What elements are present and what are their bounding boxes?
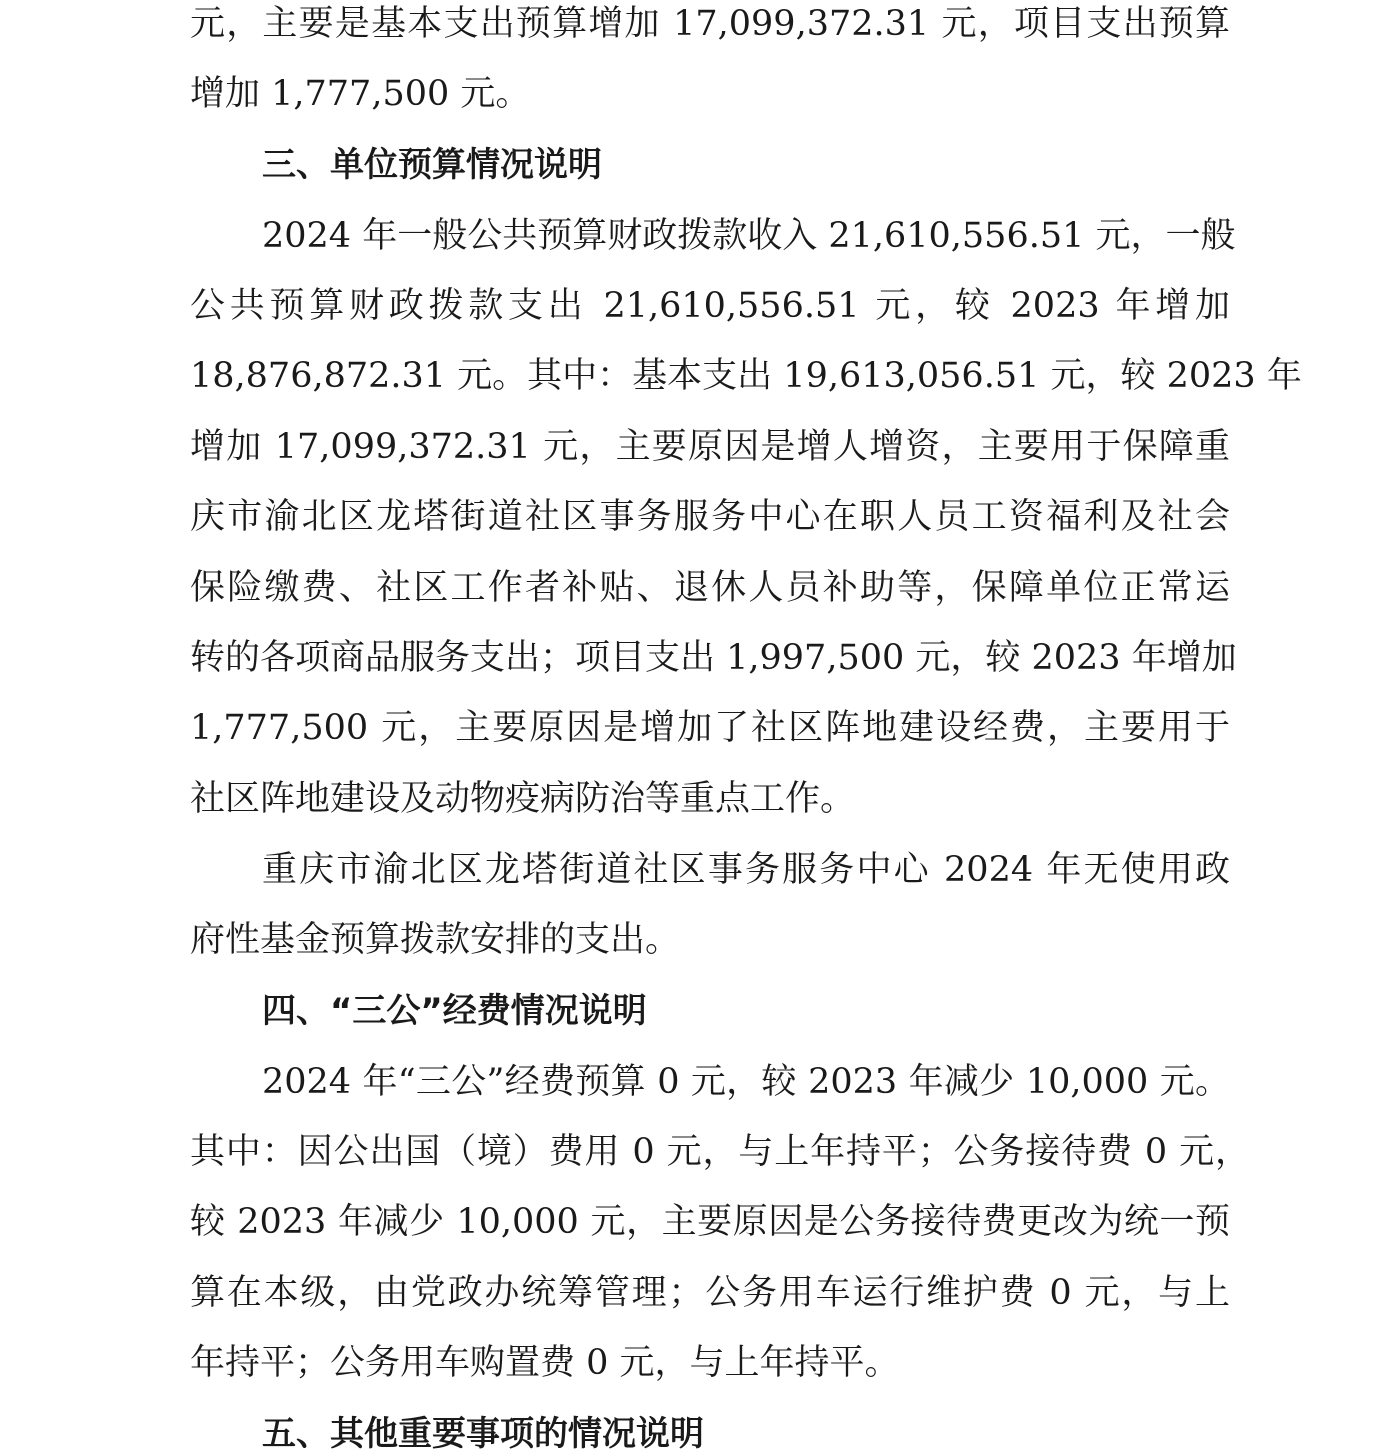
text-line: 庆市渝北区龙塔街道社区事务服务中心在职人员工资福利及社会 xyxy=(190,497,1230,537)
text-line: 增加 17,099,372.31 元，主要原因是增人增资，主要用于保障重 xyxy=(190,427,1230,467)
section-heading: 四、“三公”经费情况说明 xyxy=(262,991,647,1031)
text-line: 保险缴费、社区工作者补贴、退休人员补助等，保障单位正常运 xyxy=(190,568,1230,608)
section-heading: 三、单位预算情况说明 xyxy=(262,145,602,185)
text-line: 府性基金预算拨款安排的支出。 xyxy=(190,920,681,960)
text-line: 算在本级，由党政办统筹管理；公务用车运行维护费 0 元，与上 xyxy=(190,1273,1230,1313)
text-line: 1,777,500 元，主要原因是增加了社区阵地建设经费，主要用于 xyxy=(190,708,1230,748)
text-line: 18,876,872.31 元。其中：基本支出 19,613,056.51 元，较 2023 年 xyxy=(190,356,1302,396)
text-line: 年持平；公务用车购置费 0 元，与上年持平。 xyxy=(190,1343,900,1383)
text-line: 2024 年“三公”经费预算 0 元，较 2023 年减少 10,000 元。 xyxy=(262,1062,1230,1102)
text-line: 转的各项商品服务支出；项目支出 1,997,500 元，较 2023 年增加 xyxy=(190,638,1237,678)
text-line: 增加 1,777,500 元。 xyxy=(190,74,531,114)
text-line: 公共预算财政拨款支出 21,610,556.51 元，较 2023 年增加 xyxy=(190,286,1230,326)
text-line: 元，主要是基本支出预算增加 17,099,372.31 元，项目支出预算 xyxy=(190,4,1230,44)
text-line: 重庆市渝北区龙塔街道社区事务服务中心 2024 年无使用政 xyxy=(262,850,1230,890)
text-line: 较 2023 年减少 10,000 元，主要原因是公务接待费更改为统一预 xyxy=(190,1202,1230,1242)
text-line: 2024 年一般公共预算财政拨款收入 21,610,556.51 元，一般 xyxy=(262,216,1236,256)
text-line: 其中：因公出国（境）费用 0 元，与上年持平；公务接待费 0 元， xyxy=(190,1132,1250,1172)
section-heading: 五、其他重要事项的情况说明 xyxy=(262,1414,704,1454)
text-line: 社区阵地建设及动物疫病防治等重点工作。 xyxy=(190,779,856,819)
